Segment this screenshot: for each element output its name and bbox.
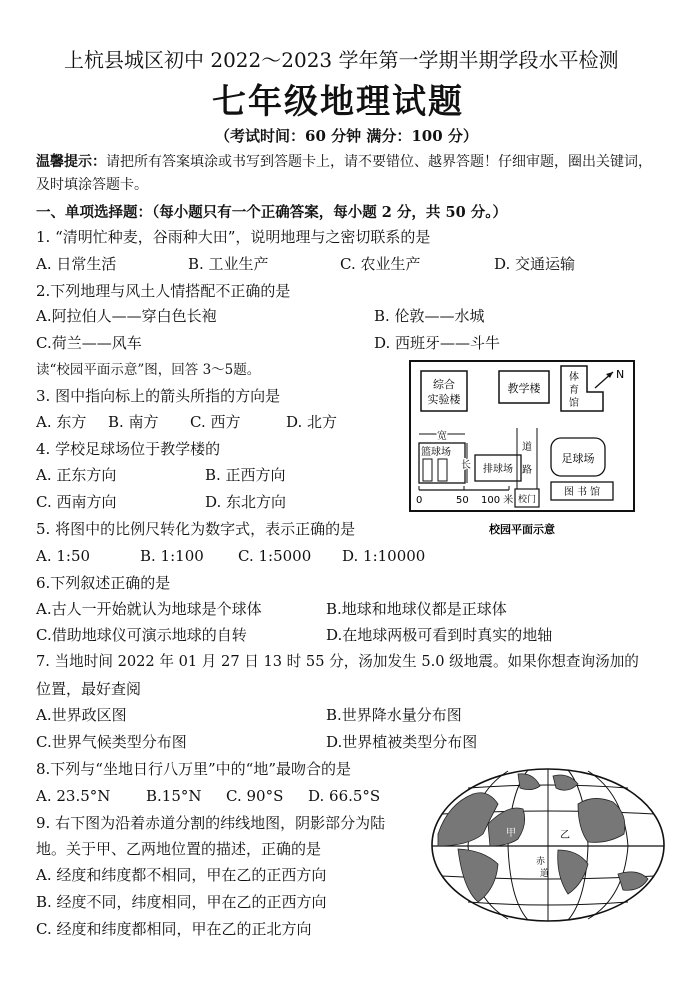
q7-option-a: A.世界政区图 [36, 706, 127, 724]
q6-option-b: B.地球和地球仪都是正球体 [326, 600, 507, 618]
section-title: 一、单项选择题：（每小题只有一个正确答案，每小题 2 分，共 50 分。） [36, 204, 507, 221]
q7-option-c: C.世界气候类型分布图 [36, 733, 187, 751]
q2-option-b: B. 伦敦——水城 [374, 307, 485, 325]
exam-title-subject: 七年级地理试题 [212, 82, 464, 122]
q7-option-b: B.世界降水量分布图 [326, 706, 462, 724]
teaching-building-label: 教学楼 [507, 382, 541, 395]
yi-label: 乙 [560, 830, 570, 841]
campus-map [405, 358, 643, 540]
q8-option-d: D. 66.5°S [308, 787, 381, 805]
library-label: 图 书 馆 [563, 487, 601, 498]
gate-label: 校门 [517, 495, 537, 505]
exam-info: （考试时间：60 分钟 满分：100 分） [215, 127, 478, 145]
q3-option-b: B. 南方 [108, 413, 159, 431]
volleyball-label: 排球场 [483, 464, 513, 475]
lab-label-2: 实验楼 [427, 393, 461, 406]
notice-text: 请把所有答案填涂或书写到答题卡上，请不要错位、越界答题！仔细审题，圈出关键词，及时填涂答题卡。 [36, 154, 652, 193]
gym-label-2: 育 [569, 385, 579, 396]
q1-stem: 1. “清明忙种麦，谷雨种大田”，说明地理与之密切联系的是 [36, 228, 431, 246]
read-note: 读“校园平面示意”图，回答 3～5题。 [36, 362, 261, 378]
equator-label-1: 赤 [536, 857, 546, 867]
basketball-label: 篮球场 [421, 447, 451, 458]
q1-option-a: A. 日常生活 [36, 255, 117, 273]
q5-stem: 5. 将图中的比例尺转化为数字式，表示正确的是 [36, 520, 356, 538]
football-label: 足球场 [561, 452, 595, 465]
q2-option-a: A.阿拉伯人——穿白色长袍 [36, 307, 217, 325]
q2-option-d: D. 西班牙——斗牛 [374, 334, 501, 352]
interrupted-map [428, 764, 668, 926]
q4-option-b: B. 正西方向 [205, 466, 286, 484]
notice-label: 温馨提示： [36, 154, 106, 170]
q4-option-a: A. 正东方向 [36, 466, 117, 484]
q3-option-d: D. 北方 [286, 413, 338, 431]
q6-stem: 6.下列叙述正确的是 [36, 574, 171, 592]
q9-stem-line2: 地。关于甲、乙两地位置的描述，正确的是 [36, 840, 322, 858]
q8-option-b: B.15°N [146, 787, 202, 805]
q5-option-a: A. 1:50 [36, 547, 91, 565]
q7-stem-line1: 7. 当地时间 2022 年 01 月 27 日 13 时 55 分，汤加发生 5.0 级地震。如果你想查询汤加的 [36, 653, 639, 670]
q2-option-c: C.荷兰——风车 [36, 334, 142, 352]
q3-option-a: A. 东方 [36, 413, 87, 431]
q3-option-c: C. 西方 [190, 413, 241, 431]
q5-option-d: D. 1:10000 [342, 547, 426, 565]
q4-option-c: C. 西南方向 [36, 493, 117, 511]
q5-option-b: B. 1:100 [140, 547, 204, 565]
gym-label-3: 馆 [569, 398, 579, 409]
q9-stem-line1: 9. 右下图为沿着赤道分割的纬线地图，阴影部分为陆 [36, 814, 386, 832]
q3-stem: 3. 图中指向标上的箭头所指的方向是 [36, 387, 281, 405]
road-label-1: 道 [522, 442, 532, 453]
lab-label-1: 综合 [433, 378, 455, 391]
q7-option-d: D.世界植被类型分布图 [326, 733, 478, 751]
q9-option-c: C. 经度和纬度都相同，甲在乙的正北方向 [36, 920, 312, 938]
scale-hundred: 100 米 [481, 495, 514, 506]
equator-label-2: 道 [540, 869, 550, 879]
q6-option-c: C.借助地球仪可演示地球的自转 [36, 626, 247, 644]
exam-title-school: 上杭县城区初中 2022～2023 学年第一学期半期学段水平检测 [64, 48, 619, 72]
q1-option-b: B. 工业生产 [188, 255, 269, 273]
q4-stem: 4. 学校足球场位于教学楼的 [36, 440, 221, 458]
q6-option-a: A.古人一开始就认为地球是个球体 [36, 600, 262, 618]
q8-stem: 8.下列与“坐地日行八万里”中的“地”最吻合的是 [36, 760, 351, 778]
q1-option-d: D. 交通运输 [494, 255, 576, 273]
scale-zero: 0 [416, 495, 423, 506]
scale-fifty: 50 [456, 495, 469, 506]
q9-option-b: B. 经度不同，纬度相同，甲在乙的正西方向 [36, 893, 327, 911]
q1-option-c: C. 农业生产 [340, 255, 421, 273]
q4-option-d: D. 东北方向 [205, 493, 287, 511]
q5-option-c: C. 1:5000 [238, 547, 312, 565]
campus-map-caption: 校园平面示意 [489, 523, 555, 536]
notice [36, 151, 664, 197]
road-label-2: 路 [522, 465, 532, 476]
jia-label: 甲 [506, 828, 516, 839]
length-label: 长 [461, 460, 471, 471]
q8-option-a: A. 23.5°N [36, 787, 111, 805]
north-label: N [616, 368, 625, 381]
q8-option-c: C. 90°S [226, 787, 284, 805]
q6-option-d: D.在地球两极可看到时真实的地轴 [326, 626, 553, 644]
q2-stem: 2.下列地理与风土人情搭配不正确的是 [36, 282, 291, 300]
gym-label-1: 体 [569, 372, 579, 383]
q9-option-a: A. 经度和纬度都不相同，甲在乙的正西方向 [36, 866, 327, 884]
q7-stem-line2: 位置，最好查阅 [36, 680, 142, 698]
width-label: 宽 [437, 431, 447, 442]
